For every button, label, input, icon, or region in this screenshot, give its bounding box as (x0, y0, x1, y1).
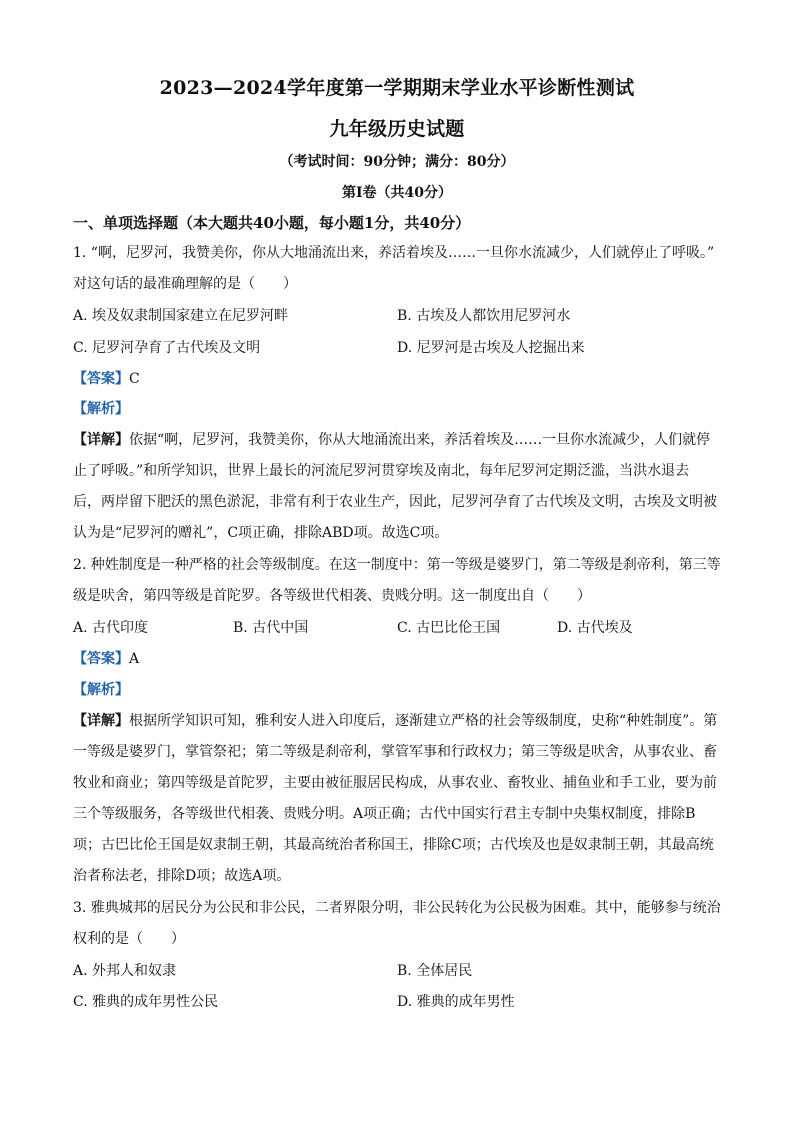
question-stem-line: 1. “啊，尼罗河，我赞美你，你从大地涌流出来，养活着埃及……一旦你水流减少，人们就停止了呼吸。” (73, 245, 715, 261)
option-d: D. 古代埃及 (557, 620, 633, 636)
option-d: D. 雅典的成年男性 (397, 994, 515, 1010)
option-b: B. 古代中国 (233, 620, 309, 636)
detail-label: 【详解】 (73, 713, 129, 729)
analysis-label: 【解析】 (73, 682, 129, 698)
detail-line: 牧业和商业；第四等级是首陀罗，主要由被征服居民构成，从事农业、畜牧业、捕鱼业和手工业，要为前 (73, 775, 717, 791)
question-stem-line: 权利的是（ ） (73, 931, 185, 947)
detail-line (73, 430, 733, 450)
detail-label: 【详解】 (73, 432, 129, 448)
exam-info: （考试时间：90分钟；满分：80分） (279, 154, 515, 170)
detail-line: 认为是“尼罗河的赠礼”，C项正确，排除ABD项。故选C项。 (73, 525, 449, 541)
answer-value: C (129, 371, 140, 387)
option-b: B. 古埃及人都饮用尼罗河水 (397, 308, 571, 324)
detail-line: 止了呼吸。”和所学知识，世界上最长的河流尼罗河贯穿埃及南北，每年尼罗河定期泛滥，当洪水退去 (73, 463, 690, 479)
detail-line: 三个等级服务，各等级世代相袭、贵贱分明。A项正确；古代中国实行君主专制中央集权制度，排除B (73, 806, 696, 822)
answer-line (73, 649, 733, 669)
volume-heading: 第Ⅰ卷（共40分） (341, 185, 453, 201)
detail-text: 根据所学知识可知，雅利安人进入印度后，逐渐建立严格的社会等级制度，史称“种姓制度”。第 (129, 713, 718, 729)
answer-label: 【答案】 (73, 371, 129, 387)
exam-subtitle: 九年级历史试题 (329, 118, 465, 140)
option-c: C. 古巴比伦王国 (397, 620, 501, 636)
analysis-label: 【解析】 (73, 401, 129, 417)
option-a: A. 埃及奴隶制国家建立在尼罗河畔 (73, 308, 289, 324)
analysis-line (73, 399, 733, 419)
option-c: C. 雅典的成年男性公民 (73, 994, 219, 1010)
section-heading: 一、单项选择题（本大题共40小题，每小题1分，共40分） (73, 214, 471, 232)
answer-line (73, 369, 733, 389)
question-stem-line: 3. 雅典城邦的居民分为公民和非公民，二者界限分明，非公民转化为公民极为困难。其中，能够参与统治 (73, 900, 721, 916)
detail-line: 后，两岸留下肥沃的黑色淤泥，非常有利于农业生产，因此，尼罗河孕育了古代埃及文明，古埃及文明被 (73, 494, 717, 510)
detail-line: 治者称法老，排除D项；故选A项。 (73, 868, 291, 884)
answer-label: 【答案】 (73, 651, 129, 667)
question-stem-line: 对这句话的最准确理解的是（ ） (73, 276, 297, 292)
exam-title: 2023—2024学年度第一学期期末学业水平诊断性测试 (159, 77, 635, 99)
detail-line (73, 711, 733, 731)
option-b: B. 全体居民 (397, 963, 473, 979)
answer-value: A (129, 651, 140, 667)
detail-line: 项；古巴比伦王国是奴隶制王朝，其最高统治者称国王，排除C项；古代埃及也是奴隶制王朝，其最高统 (73, 837, 714, 853)
detail-line: 一等级是婆罗门，掌管祭祀；第二等级是刹帝利，掌管军事和行政权力；第三等级是吠舍，从事农业、畜 (73, 744, 717, 760)
option-d: D. 尼罗河是古埃及人挖掘出来 (397, 340, 585, 356)
option-a: A. 古代印度 (73, 620, 149, 636)
question-stem-line: 2. 种姓制度是一种严格的社会等级制度。在这一制度中：第一等级是婆罗门，第二等级是刹帝利，第三等 (73, 557, 721, 573)
detail-text: 依据“啊，尼罗河，我赞美你，你从大地涌流出来，养活着埃及……一旦你水流减少，人们就停 (129, 432, 711, 448)
option-a: A. 外邦人和奴隶 (73, 963, 177, 979)
analysis-line (73, 680, 733, 700)
option-c: C. 尼罗河孕育了古代埃及文明 (73, 340, 261, 356)
question-stem-line: 级是吠舍，第四等级是首陀罗。各等级世代相袭、贵贱分明。这一制度出自（ ） (73, 588, 591, 604)
